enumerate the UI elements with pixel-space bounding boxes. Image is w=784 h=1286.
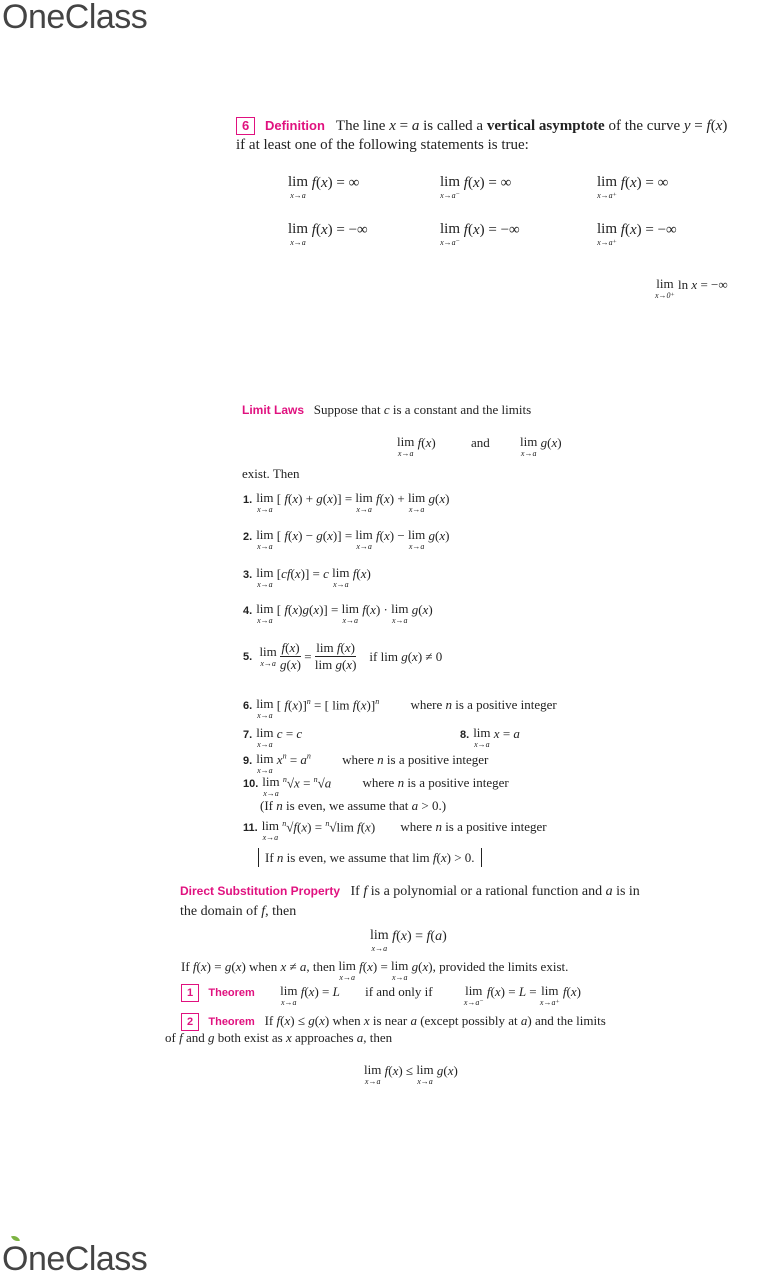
definition-header: 6 Definition The line x = a is called a vertical asymptote of the curve y = f(x) bbox=[236, 117, 727, 135]
logo-text: OneClass bbox=[2, 1240, 148, 1278]
oneclass-logo-bottom bbox=[2, 1240, 147, 1279]
law-6: 6. lim x→a [ f(x)]$^n$ = [ lim f(x)]$^n$ where n is a positive integer bbox=[243, 696, 557, 720]
theorem2-formula: lim x→a f(x) ≤ lim x→a g(x) bbox=[364, 1062, 458, 1086]
def-limit-5: lim x→a⁻ f(x) = −∞ bbox=[440, 221, 520, 247]
limit-laws-heading: Limit Laws bbox=[242, 403, 305, 417]
law-2: 2. lim x→a [ f(x) − g(x)] = lim x→a f(x) − lim x→a g(x) bbox=[243, 527, 450, 551]
def-limit-4: lim x→a f(x) = −∞ bbox=[288, 221, 368, 247]
law-8: 8. lim x→a x = a bbox=[460, 725, 520, 749]
law-7: 7. lim x→a c = c bbox=[243, 725, 303, 749]
law-5: 5. lim x→a $\frac{f(x)}{g(x)}$ = $\frac{\text{lim f(x)}}{\text{lim g(x)}}$ if lim g(x) ≠ 0 bbox=[243, 640, 443, 673]
ln-limit: lim x→0⁺ ln x = −∞ bbox=[655, 276, 728, 300]
law-11-note: If n is even, we assume that lim f(x) > 0. bbox=[258, 850, 482, 866]
def-limit-2: lim x→a⁻ f(x) = ∞ bbox=[440, 174, 512, 200]
theorem2-line-2: of f and g both exist as x approaches a, then bbox=[165, 1030, 393, 1045]
theorem2-line-1: 2 Theorem If f(x) ≤ g(x) when x is near a (except possibly at a) and the limits bbox=[181, 1013, 606, 1031]
law-11: 11. lim x→a $^n$√f(x) = $^n$√lim f(x) where n is a positive integer bbox=[243, 818, 547, 842]
direct-sub-header: Direct Substitution Property If f is a polynomial or a rational function and a is in bbox=[180, 884, 640, 899]
definition-number: 6 bbox=[236, 117, 255, 135]
laws-intro-lim-f: lim x→a f(x) bbox=[397, 434, 436, 458]
theorem1-mid: if and only if bbox=[365, 984, 433, 999]
law-4: 4. lim x→a [ f(x)g(x)] = lim x→a f(x) · lim x→a g(x) bbox=[243, 601, 433, 625]
law-10: 10. lim x→a $^n$√x = $^n$√a where n is a positive integer bbox=[243, 774, 509, 798]
direct-sub-formula: lim x→a f(x) = f(a) bbox=[370, 928, 447, 953]
theorem1-heading: Theorem bbox=[208, 987, 255, 999]
theorem1-number: 1 bbox=[181, 984, 199, 1002]
direct-sub-note: If f(x) = g(x) when x ≠ a, then lim x→a f(x) = lim x→a g(x), provided the limits exist. bbox=[181, 958, 569, 982]
direct-sub-text-2: the domain of f, then bbox=[180, 904, 297, 919]
law-10-note: (If n is even, we assume that a > 0.) bbox=[260, 798, 447, 813]
law-9: 9. lim x→a $x^n = a^n$ where n is a positive integer bbox=[243, 751, 489, 775]
laws-and: and bbox=[471, 435, 490, 450]
def-limit-3: lim x→a⁺ f(x) = ∞ bbox=[597, 174, 669, 200]
direct-sub-heading: Direct Substitution Property bbox=[180, 884, 341, 898]
definition-heading: Definition bbox=[264, 118, 325, 133]
logo-text: OneClass bbox=[2, 0, 148, 36]
theorem2-heading: Theorem bbox=[208, 1016, 255, 1028]
def-limit-6: lim x→a⁺ f(x) = −∞ bbox=[597, 221, 677, 247]
oneclass-logo-top bbox=[2, 0, 147, 37]
laws-intro-lim-g: lim x→a g(x) bbox=[520, 434, 562, 458]
theorem1: 1 Theorem lim x→a f(x) = L if and only if lim x→a⁻ f(x) = L = lim x→a⁺ f(x) bbox=[181, 984, 581, 1007]
def-limit-1: lim x→a f(x) = ∞ bbox=[288, 174, 360, 200]
law-3: 3. lim x→a [cf(x)] = c lim x→a f(x) bbox=[243, 565, 371, 589]
theorem2-number: 2 bbox=[181, 1013, 199, 1031]
definition-text-2: if at least one of the following statements is true: bbox=[236, 137, 529, 153]
law-1: 1. lim x→a [ f(x) + g(x)] = lim x→a f(x) + lim x→a g(x) bbox=[243, 490, 450, 514]
limit-laws-header: Limit Laws Suppose that c is a constant and the limits bbox=[242, 402, 532, 417]
laws-exist: exist. Then bbox=[242, 466, 300, 481]
